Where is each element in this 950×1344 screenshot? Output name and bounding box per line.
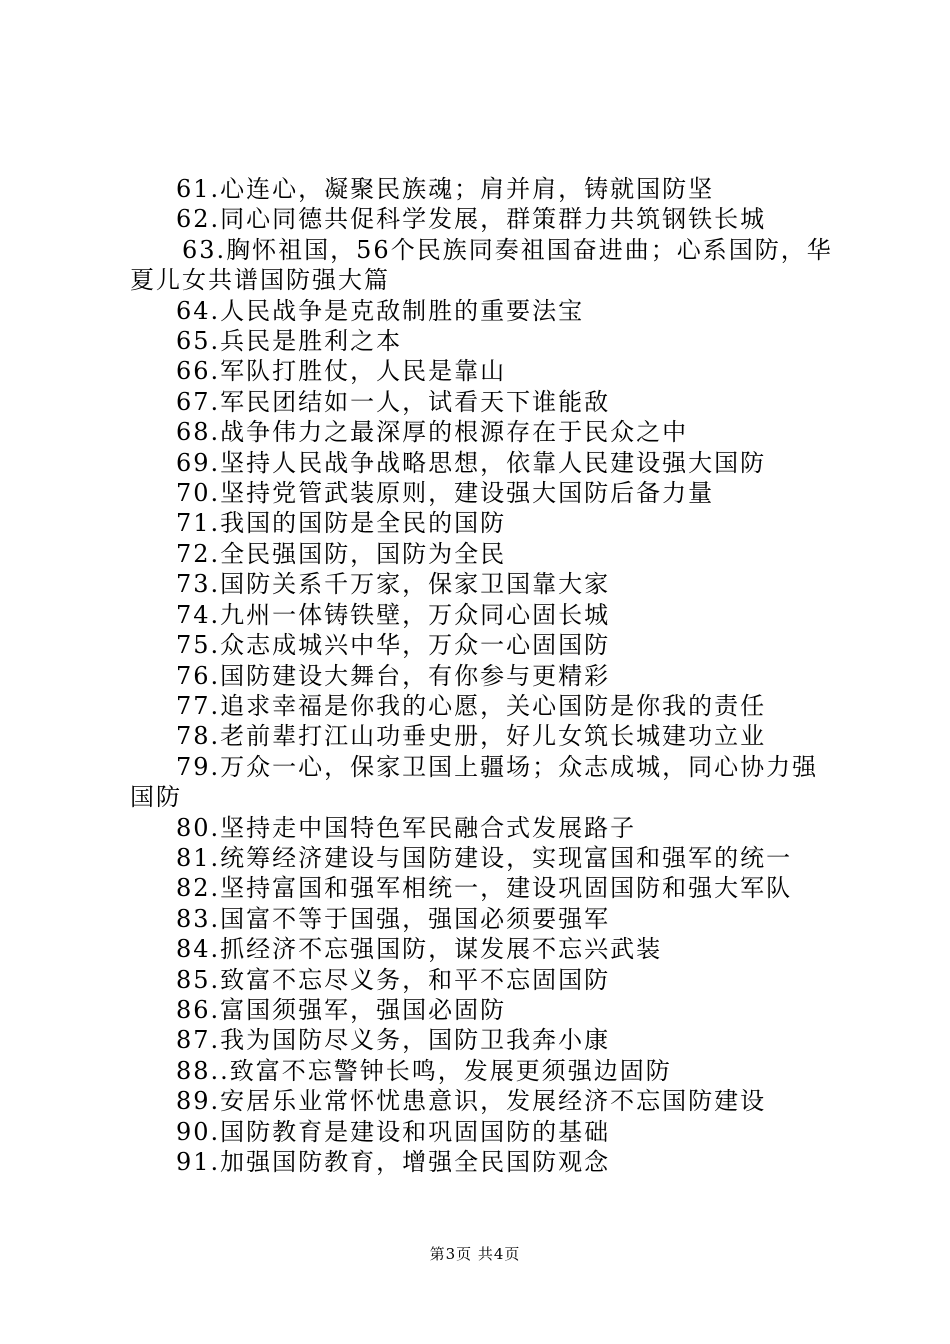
slogan-61: 61.心连心，凝聚民族魂；肩并肩，铸就国防坚 (176, 175, 715, 203)
slogan-88: 88..致富不忘警钟长鸣，发展更须强边固防 (176, 1056, 672, 1085)
slogan-67: 67.军民团结如一人，试看天下谁能敌 (176, 387, 611, 416)
slogan-85: 85.致富不忘尽义务，和平不忘固国防 (176, 965, 611, 994)
slogan-81: 81.统筹经济建设与国防建设，实现富国和强军的统一 (176, 843, 793, 872)
slogan-64: 64.人民战争是克敌制胜的重要法宝 (176, 296, 585, 325)
slogan-69: 69.坚持人民战争战略思想，依靠人民建设强大国防 (176, 448, 767, 477)
slogan-65: 65.兵民是胜利之本 (176, 327, 403, 356)
slogan-86: 86.富国须强军，强国必固防 (176, 995, 507, 1024)
slogan-70: 70.坚持党管武装原则，建设强大国防后备力量 (176, 479, 715, 508)
slogan-62: 62.同心同德共促科学发展，群策群力共筑钢铁长城 (176, 205, 767, 234)
slogan-73: 73.国防关系千万家，保家卫国靠大家 (176, 570, 611, 599)
slogan-83: 83.国富不等于国强，强国必须要强军 (176, 904, 611, 933)
slogan-66: 66.军队打胜仗，人民是靠山 (176, 357, 507, 386)
slogan-74: 74.九州一体铸铁壁，万众同心固长城 (176, 600, 611, 629)
slogan-84: 84.抓经济不忘强国防，谋发展不忘兴武装 (176, 935, 663, 964)
slogan-71: 71.我国的国防是全民的国防 (176, 509, 507, 538)
slogan-91: 91.加强国防教育，增强全民国防观念 (176, 1148, 611, 1176)
slogan-79: 79.万众一心，保家卫国上疆场；众志成城，同心协力强国防 (130, 752, 819, 812)
slogan-87: 87.我为国防尽义务，国防卫我奔小康 (176, 1026, 611, 1055)
slogan-90: 90.国防教育是建设和巩固国防的基础 (176, 1117, 611, 1146)
slogan-78: 78.老前辈打江山功垂史册，好儿女筑长城建功立业 (176, 722, 767, 751)
slogan-68: 68.战争伟力之最深厚的根源存在于民众之中 (176, 418, 689, 447)
slogan-80: 80.坚持走中国特色军民融合式发展路子 (176, 813, 637, 842)
slogan-72: 72.全民强国防，国防为全民 (176, 539, 507, 568)
slogan-75: 75.众志成城兴中华，万众一心固国防 (176, 631, 611, 660)
slogan-77: 77.追求幸福是你我的心愿，关心国防是你我的责任 (176, 691, 767, 720)
slogan-63: 63.胸怀祖国，56个民族同奏祖国奋进曲；心系国防，华夏儿女共谱国防强大篇 (130, 235, 833, 295)
slogan-76: 76.国防建设大舞台，有你参与更精彩 (176, 661, 611, 690)
slogan-89: 89.安居乐业常怀忧患意识，发展经济不忘国防建设 (176, 1087, 767, 1116)
slogan-82: 82.坚持富国和强军相统一，建设巩固国防和强大军队 (176, 874, 793, 903)
document-body (130, 174, 840, 1177)
page-footer: 第3页 共4页 (429, 1245, 521, 1263)
